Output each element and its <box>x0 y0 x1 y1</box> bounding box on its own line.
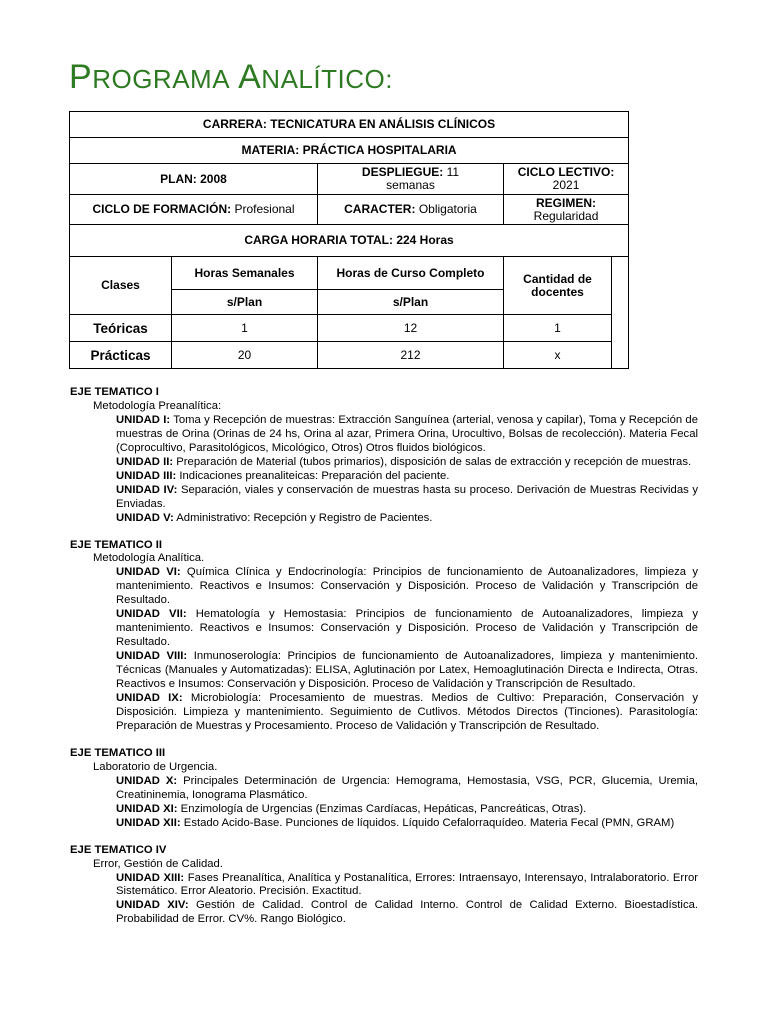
horas-semanales-header: Horas Semanales <box>172 257 318 290</box>
despliegue-value: 11 <box>446 165 460 179</box>
unit-item <box>70 512 698 526</box>
plan-cell <box>70 164 318 195</box>
ciclo-lectivo-value: 2021 <box>552 178 580 192</box>
unit-text: Gestión de Calidad. Control de Calidad Interno. Control de Calidad Externo. Bioestadística. Probabilidad de Error. CV%. Rango Biológico. <box>116 899 699 926</box>
unit-text: Administrativo: Recepción y Registro de Pacientes. <box>176 511 433 524</box>
eje-subtitle: Metodología Analítica. <box>93 552 205 565</box>
unit-text: Inmunoserología: Principios de funcionamiento de Autoanalizadores, limpieza y mantenimiento. Técnicas (Manuales y Automatizadas): ELISA, Aglutinación por Latex, Hemoaglutinación Directa e Indirecta, Otras. Reactivos e Insumos: Conservación y Disposición. Proceso de Validación y Transcripción de Resultado. <box>116 650 698 691</box>
regimen-label: REGIMEN: <box>536 195 597 210</box>
unit-item <box>70 566 698 608</box>
ciclo-lectivo-label: CICLO LECTIVO: <box>517 165 615 179</box>
curso-value: 12 <box>318 315 504 342</box>
unit-label: UNIDAD X: <box>116 774 178 787</box>
unit-text: Indicaciones preanaliteicas: Preparación del paciente. <box>179 469 450 482</box>
despliegue-unit: semanas <box>386 178 435 192</box>
eje-section <box>70 539 698 734</box>
unit-item <box>70 414 698 456</box>
unit-item <box>70 692 698 734</box>
carrera-cell: CARRERA: TECNICATURA EN ANÁLISIS CLÍNICOS <box>70 112 629 138</box>
unit-label: UNIDAD VIII: <box>116 650 188 663</box>
caracter-value: Obligatoria <box>418 202 477 216</box>
unit-item <box>70 872 698 900</box>
unit-item <box>70 899 698 927</box>
title-initial: P <box>69 58 93 96</box>
unit-text: Preparación de Material (tubos primarios), disposición de salas de extracción y recepción de muestras. <box>176 455 692 468</box>
title-word: ROGRAMA <box>92 64 231 94</box>
unit-text: Fases Preanalítica, Analítica y Postanalítica, Errores: Intraensayo, Interensayo, Intralaboratorio. Error Sistemático. Error Aleatorio. Precisión. Exactitud. <box>116 871 698 898</box>
splan-header: s/Plan <box>318 290 504 315</box>
row-label: Teóricas <box>70 315 172 342</box>
unit-item <box>70 456 698 470</box>
unit-label: UNIDAD IV: <box>116 483 178 496</box>
clases-header: Clases <box>70 257 172 315</box>
unit-text: Estado Acido-Base. Punciones de líquidos. Líquido Cefalorraquídeo. Materia Fecal (PMN, GRAM) <box>183 816 675 829</box>
horas-curso-header: Horas de Curso Completo <box>318 257 504 290</box>
regimen-value: Regularidad <box>533 208 599 223</box>
eje-subtitle: Error, Gestión de Calidad. <box>93 857 223 870</box>
unit-item <box>70 650 698 692</box>
unit-label: UNIDAD XIII: <box>116 871 185 884</box>
eje-title: EJE TEMATICO IV <box>70 843 167 856</box>
splan-header: s/Plan <box>172 290 318 315</box>
eje-section <box>70 747 698 831</box>
eje-title: EJE TEMATICO I <box>70 386 159 398</box>
docentes-value: 1 <box>504 315 612 342</box>
course-info-table <box>69 111 629 369</box>
unit-label: UNIDAD III: <box>116 469 177 482</box>
eje-section <box>70 844 698 928</box>
semanales-value: 1 <box>172 315 318 342</box>
materia-cell: MATERIA: PRÁCTICA HOSPITALARIA <box>70 138 629 164</box>
semanales-value: 20 <box>172 342 318 369</box>
unit-text: Separación, viales y conservación de muestras hasta su proceso. Derivación de Muestras Recividas y Enviadas. <box>116 483 698 510</box>
unit-item <box>70 608 698 650</box>
unit-label: UNIDAD IX: <box>116 692 183 705</box>
regimen-cell <box>504 195 629 225</box>
carga-horaria-cell: CARGA HORARIA TOTAL: 224 Horas <box>70 225 629 257</box>
caracter-label: CARACTER: <box>344 202 416 216</box>
unit-label: UNIDAD VI: <box>116 566 181 579</box>
unit-item <box>70 775 698 803</box>
program-content <box>70 386 698 940</box>
eje-subtitle: Laboratorio de Urgencia. <box>93 760 218 773</box>
ciclo-formacion-cell <box>70 195 318 225</box>
unit-text: Toma y Recepción de muestras: Extracción Sanguínea (arterial, venosa y capilar), Toma y Recepción de muestras de Orina (Orinas de 24 hs, Orina al azar, Primera Orina, Urocultivo, Bolsas de recolección). Materia Fecal (Coprocultivo, Parasitológicos, Micológico, Otros) Otros fluidos biológicos. <box>116 413 698 454</box>
unit-label: UNIDAD V: <box>116 511 174 524</box>
curso-value: 212 <box>318 342 504 369</box>
unit-text: Química Clínica y Endocrinología: Principios de funcionamiento de Autoanalizadores, limpieza y mantenimiento. Reactivos e Insumos: Conservación y Disposición. Proceso de Validación y Transcripción de Resultado. <box>116 566 698 607</box>
docentes-header: Cantidad de docentes <box>504 257 612 315</box>
ciclo-formacion-label: CICLO DE FORMACIÓN: <box>92 202 232 216</box>
unit-item <box>70 817 698 831</box>
unit-item <box>70 470 698 484</box>
plan-value: PLAN: 2008 <box>160 171 227 186</box>
despliegue-label: DESPLIEGUE: <box>361 165 444 179</box>
unit-label: UNIDAD I: <box>116 413 171 426</box>
unit-label: UNIDAD XII: <box>116 816 181 829</box>
unit-label: UNIDAD II: <box>116 455 174 468</box>
unit-label: UNIDAD VII: <box>116 608 187 621</box>
title-word: NALÍTICO: <box>261 64 393 94</box>
empty-side-cell <box>612 257 629 369</box>
ciclo-formacion-value: Profesional <box>234 202 295 216</box>
unit-label: UNIDAD XIV: <box>116 899 189 912</box>
eje-section <box>70 386 698 526</box>
docentes-value: x <box>504 342 612 369</box>
unit-text: Principales Determinación de Urgencia: Hemograma, Hemostasia, VSG, PCR, Glucemia, Uremia, Creatininemia, Ionograma Plasmático. <box>116 774 698 801</box>
page-title <box>69 58 393 97</box>
unit-text: Microbiología: Procesamiento de muestras. Medios de Cultivo: Preparación, Conservación y Disposición. Limpieza y mantenimiento. Seguimiento de Cutlivos. Métodos Directos (Tinciones). Parasitología: Preparación de Muestras y Procesamiento. Proceso de Validación y Transcripción de Resultado. <box>116 692 698 732</box>
ciclo-lectivo-cell <box>504 164 629 195</box>
eje-title: EJE TEMATICO III <box>70 746 166 759</box>
title-initial: A <box>238 58 262 96</box>
unit-item <box>70 484 698 512</box>
despliegue-cell <box>318 164 504 195</box>
eje-subtitle: Metodología Preanalítica: <box>93 399 222 412</box>
caracter-cell <box>318 195 504 225</box>
eje-title: EJE TEMATICO II <box>70 538 163 551</box>
unit-label: UNIDAD XI: <box>116 802 178 815</box>
row-label: Prácticas <box>70 342 172 369</box>
unit-text: Hematología y Hemostasia: Principios de funcionamiento de Autoanalizadores, limpieza y mantenimiento. Reactivos e Insumos: Conservación y Disposición. Proceso de Validación y Transcripción de Resultado. <box>116 608 698 649</box>
unit-text: Enzimología de Urgencias (Enzimas Cardíacas, Hepáticas, Pancreáticas, Otras). <box>180 802 587 815</box>
unit-item <box>70 803 698 817</box>
